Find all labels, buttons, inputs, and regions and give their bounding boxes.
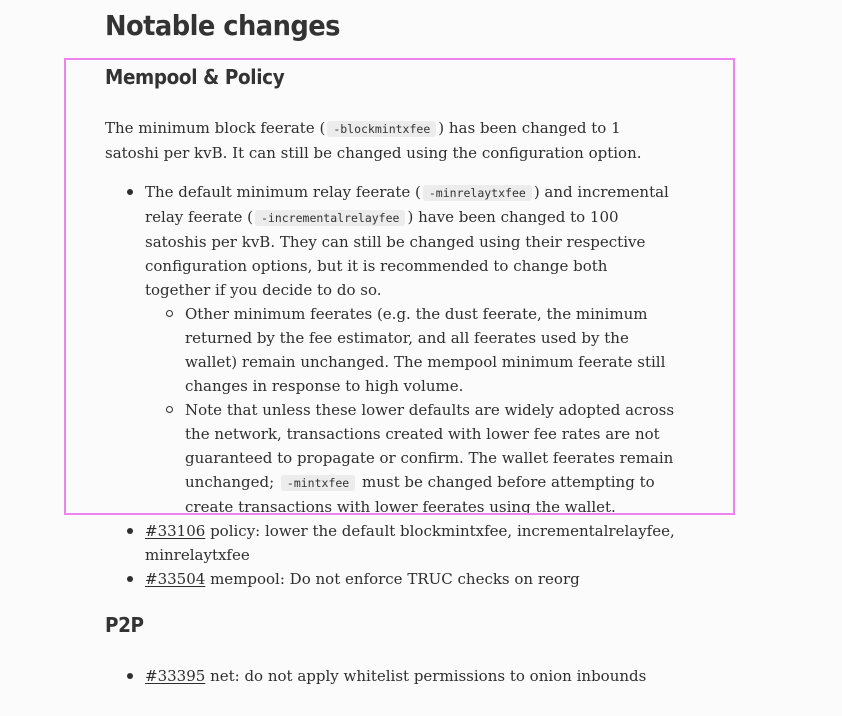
bullet1-text-2: ) and incremental relay feerate (: [145, 183, 669, 226]
section-title-p2p: P2P: [105, 613, 144, 637]
subitem2-text-1: Note that unless these lower defaults are widely adopted across the network, transactions created with lower fee rates are not guaranteed to propagate or confirm. The wallet feerates remain unchanged;: [185, 401, 675, 491]
bullet1-text-1: The default minimum relay feerate (: [145, 183, 421, 201]
blockmintxfee-code: -blockmintxfee: [327, 121, 436, 137]
pr-33504-text: mempool: Do not enforce TRUC checks on reorg: [205, 570, 580, 588]
sub-list-item: [185, 302, 675, 398]
list-item: [145, 567, 675, 591]
mempool-change-list: [145, 180, 675, 591]
intro-paragraph: [105, 116, 665, 165]
section-title-mempool: Mempool & Policy: [105, 65, 285, 89]
page-heading: Notable changes: [105, 9, 340, 42]
list-item: [145, 664, 675, 688]
pr-link-33504[interactable]: #33504: [145, 570, 206, 588]
subitem2-text-2: must be changed before attempting to create transactions with lower feerates using the wallet.: [185, 473, 655, 516]
subitem1-text: Other minimum feerates (e.g. the dust feerate, the minimum returned by the fee estimator, and all feerates used by the wallet) remain unchanged. The mempool minimum feerate still changes in response to high volume.: [185, 305, 666, 395]
intro-text-before: The minimum block feerate (: [105, 119, 326, 137]
incrementalrelayfee-code: -incrementalrelayfee: [255, 210, 405, 226]
sub-list-item: [185, 398, 675, 519]
intro-text-after: ) has been changed to 1 satoshi per kvB. It can still be changed using the configuration option.: [105, 119, 642, 162]
minrelaytxfee-code: -minrelaytxfee: [423, 185, 532, 201]
sub-list: [185, 302, 675, 519]
bullet1-text-3: ) have been changed to 100 satoshis per kvB. They can still be changed using their respective configuration options, but it is recommended to change both together if you decide to do so.: [145, 208, 646, 299]
p2p-change-list: [145, 664, 675, 688]
list-item: [145, 519, 675, 567]
pr-33106-text: policy: lower the default blockmintxfee, incrementalrelayfee, minrelaytxfee: [145, 522, 675, 564]
mintxfee-code: -mintxfee: [281, 475, 355, 491]
pr-link-33106[interactable]: #33106: [145, 522, 206, 540]
pr-link-33395[interactable]: #33395: [145, 667, 206, 685]
pr-33395-text: net: do not apply whitelist permissions to onion inbounds: [205, 667, 647, 685]
list-item: [145, 180, 675, 519]
